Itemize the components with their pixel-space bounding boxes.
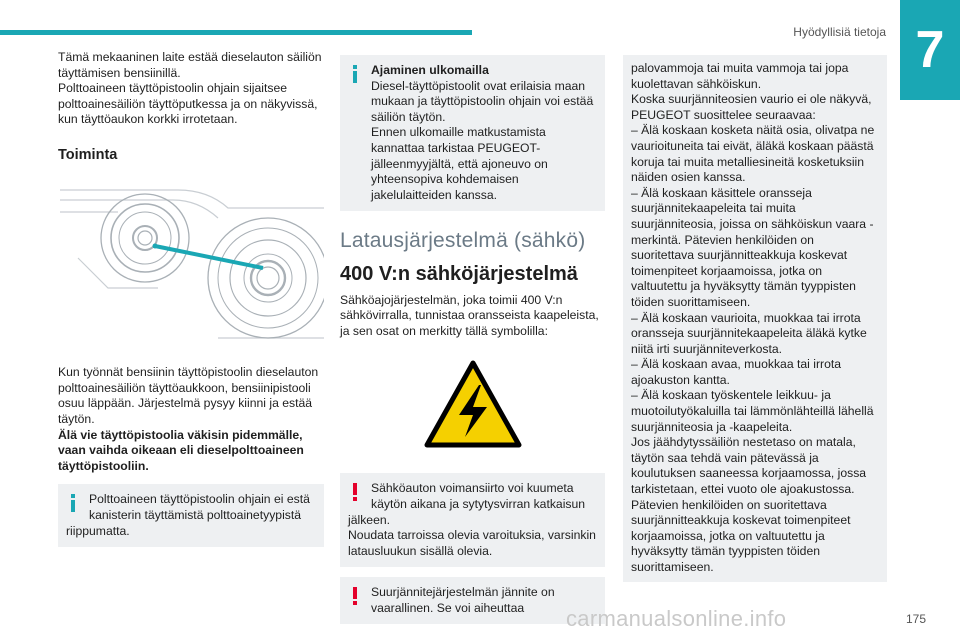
info-icon	[66, 494, 80, 512]
column-right	[623, 50, 887, 582]
heading-operation: Toiminta	[58, 146, 118, 163]
filler-neck-illustration	[58, 178, 324, 343]
operation-warning-text: Älä vie täyttöpistoolia väkisin pidemmälle, vaan vaihda oikeaan eli dieselpolttoaineen täyttöpistooliin.	[58, 427, 304, 473]
header-accent-bar	[0, 30, 472, 35]
high-voltage-warning-icon	[423, 359, 523, 451]
info-abroad-text: Diesel-täyttöpistoolit ovat erilaisia maan mukaan ja täyttöpistoolin ohjain voi estää säiliön täytön. Ennen ulkomaille matkustamista kannattaa tarkistaa PEUGEOT-jälleenmyyjältä, että ajoneuvo on yhteensopiva kohdemaisen jakelulaitteiden kanssa.	[371, 78, 594, 202]
column-middle	[340, 50, 605, 624]
page-title: 400 V:n sähköjärjestelmä	[340, 262, 578, 285]
exclamation-icon	[348, 483, 362, 501]
exclamation-icon	[348, 587, 362, 605]
chapter-tab: 7	[900, 0, 960, 100]
warning-continued-text: palovammoja tai muita vammoja tai jopa kuolettavan sähköiskun. Koska suurjänniteosien vaurio ei ole näkyvä, PEUGEOT suosittelee seuraavaa: – Älä koskaan kosketa näitä osia, olivatpa ne vaurioituneita tai eivät, äläkä koskaan päästä koruja tai muita metalliesineitä kosketuksiin näiden osien kanssa. – Älä koskaan käsittele oransseja suurjännitekaapeleita tai muita suurjänniteosia, joissa on sähköiskun vaara -merkintä. Pätevien henkilöiden on suoritettava suurjännitteakkuja koskevat toimenpiteet korjaamoissa, jotka on valtuutettu ja hyväksytty tämän tyyppisten töiden suorittamiseen. – Älä koskaan vaurioita, muokkaa tai irrota oransseja suurjännitekaapeleita äläkä kytke niitä irti suurjänniteverkosta. – Älä koskaan avaa, muokkaa tai irrota ajoakuston kantta. – Älä koskaan työskentele leikkuu- ja muotoilutyökaluilla tai lämmönlähteillä lähellä suurjänniteosia ja -kaapeleita. Jos jäähdytyssäiliön nestetaso on matala, täytön saa tehdä vain pätevässä ja koulutuksen saaneessa korjaamossa, jossa tarkistetaan, ettei vuoto ole ajoakustossa. Pätevien henkilöiden on suoritettava suurjännitteakkuja koskevat toimenpiteet korjaamoissa, jotka on valtuutettu ja hyväksytty tämän tyyppisten töiden suorittamiseen.	[631, 61, 875, 574]
operation-text: Kun työnnät bensiinin täyttöpistoolin dieselauton polttoainesäiliön täyttöaukkoon, bensiinipistooli osuu läppään. Järjestelmä pysyy kiinni ja estää täytön.	[58, 365, 319, 426]
info-box-canister	[58, 484, 324, 547]
hv-system-text: Sähköajojärjestelmän, joka toimii 400 V:n sähkövirralla, tunnistaa oransseista kaapeleista, ja sen osat on merkitty tällä symbolilla:	[340, 292, 599, 338]
section-header: Hyödyllisiä tietoja	[793, 25, 886, 39]
warning-voltage-text: Suurjännitejärjestelmän jännite on vaarallinen. Se voi aiheuttaa	[371, 585, 555, 615]
warning-heat-text-rest: jälkeen. Noudata tarroissa olevia varoituksia, varsinkin latausluukun sisällä olevia.	[348, 512, 596, 558]
page-number: 175	[905, 612, 926, 626]
info-canister-text: Polttoaineen täyttöpistoolin ohjain ei estä kanisterin täyttämistä polttoainetyypistä	[89, 492, 310, 522]
intro-text: Tämä mekaaninen laite estää dieselauton säiliön täyttämisen bensiinillä. Polttoaineen täyttöpistoolin ohjain sijaitsee polttoainesäiliön täyttöputkessa ja on näkyvissä, kun täyttöaukon korkki irrotetaan.	[58, 50, 322, 127]
info-abroad-title: Ajaminen ulkomailla	[371, 63, 489, 77]
section-title: Latausjärjestelmä (sähkö)	[340, 229, 586, 253]
info-box-abroad	[340, 55, 605, 211]
column-left	[58, 50, 324, 547]
warning-heat-text: Sähköauton voimansiirto voi kuumeta käytön aikana ja sytytysvirran katkaisun	[371, 481, 586, 511]
info-icon	[348, 65, 362, 83]
warning-box-heat	[340, 473, 605, 567]
info-canister-text-rest: riippumatta.	[66, 523, 130, 538]
watermark: carmanualsonline.info	[566, 606, 787, 631]
warning-box-continued	[623, 55, 887, 582]
